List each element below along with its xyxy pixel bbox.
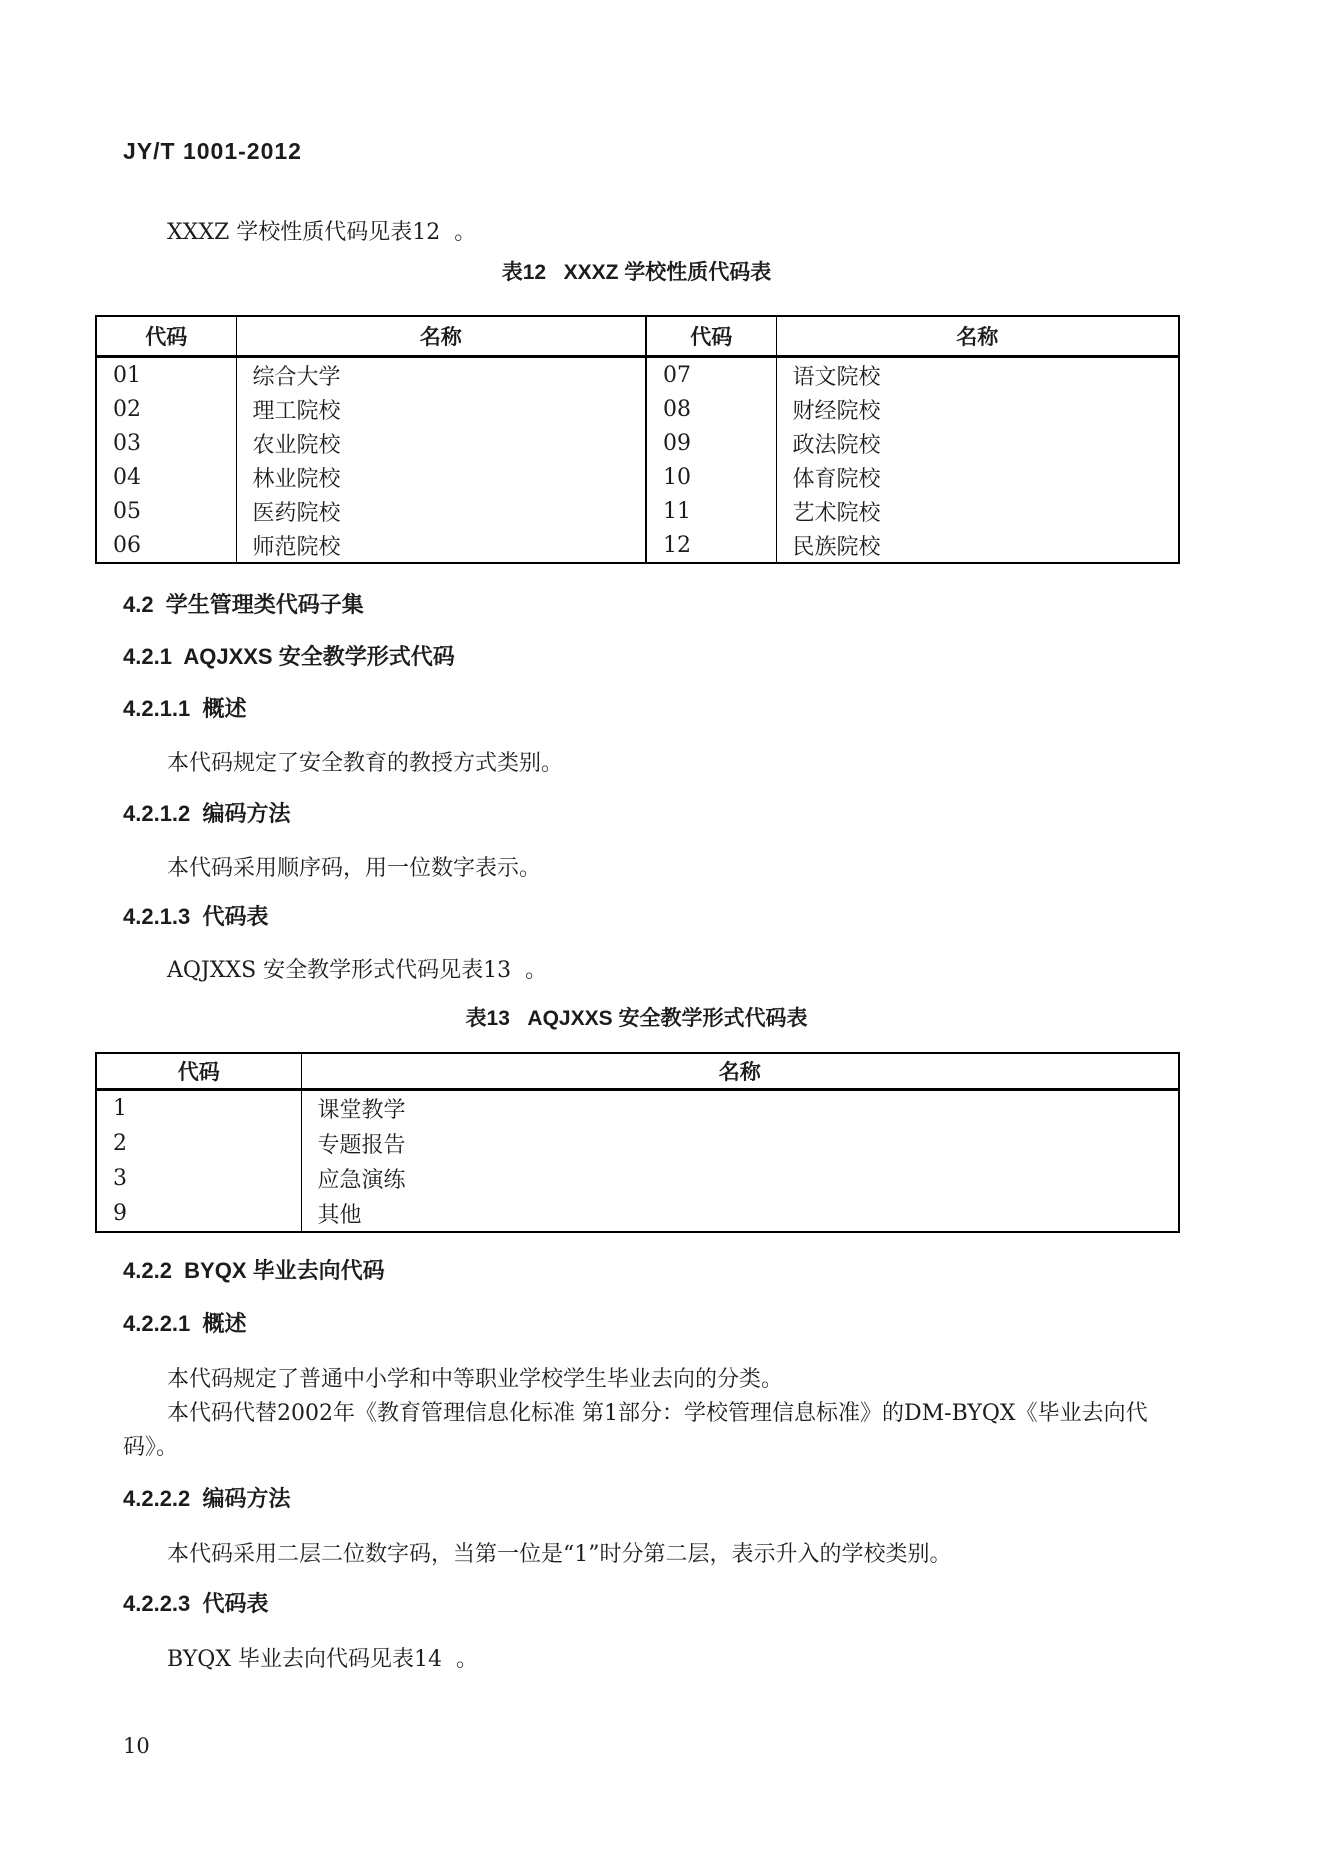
- table-cell: 专题报告: [301, 1126, 1179, 1161]
- column-header-name: 名称: [776, 316, 1179, 357]
- table-cell: 2: [113, 1131, 127, 1156]
- table12-caption: 表12 XXXZ 学校性质代码表: [501, 261, 772, 284]
- table-cell: 财经院校: [776, 392, 1179, 426]
- table-cell: 民族院校: [776, 528, 1179, 563]
- section-heading-4-2-1: 4.2.1 AQJXXS 安全教学形式代码: [123, 644, 455, 669]
- table-cell: 师范院校: [236, 528, 646, 563]
- section-heading-4-2-2-1: 4.2.2.1 概述: [123, 1311, 247, 1336]
- table-cell: 理工院校: [236, 392, 646, 426]
- table13-caption: 表13 AQJXXS 安全教学形式代码表: [465, 1007, 808, 1030]
- column-header-name: 名称: [301, 1053, 1179, 1090]
- table-cell: 10: [646, 460, 776, 494]
- table-row: [96, 1196, 1179, 1232]
- table-row: [96, 1161, 1179, 1196]
- table-row: [96, 426, 1179, 460]
- table-cell: 05: [113, 498, 141, 524]
- table-cell: 艺术院校: [776, 494, 1179, 528]
- table13-safety-teaching-form-codes: [95, 1052, 1180, 1233]
- section-body-4-2-1-3: AQJXXS 安全教学形式代码见表13 。: [167, 958, 548, 983]
- table-row: [96, 392, 1179, 426]
- table-cell: 体育院校: [776, 460, 1179, 494]
- section-body-4-2-2-1-line1: 本代码规定了普通中小学和中等职业学校学生毕业去向的分类。: [167, 1367, 784, 1392]
- column-header-name: 名称: [236, 316, 646, 357]
- table-cell: 04: [113, 464, 141, 490]
- table-cell: 3: [113, 1166, 127, 1191]
- table-row: [96, 460, 1179, 494]
- section-heading-4-2-1-3: 4.2.1.3 代码表: [123, 904, 269, 929]
- table-cell: 综合大学: [236, 357, 646, 393]
- section-body-4-2-2-1-line2: 本代码代替2002年《教育管理信息化标准 第1部分：学校管理信息标准》的DM-BYQX《毕业去向代码》。: [123, 1401, 1148, 1460]
- section-body-4-2-2-2: 本代码采用二层二位数字码，当第一位是“1”时分第二层，表示升入的学校类别。: [167, 1542, 952, 1567]
- table-cell: 08: [646, 392, 776, 426]
- table-row: [96, 528, 1179, 563]
- table-cell: 07: [646, 357, 776, 393]
- section-heading-4-2-1-2: 4.2.1.2 编码方法: [123, 801, 291, 826]
- table-row: [96, 357, 1179, 393]
- section-heading-4-2-2: 4.2.2 BYQX 毕业去向代码: [123, 1258, 385, 1283]
- table-cell: 医药院校: [236, 494, 646, 528]
- table-cell: 其他: [301, 1196, 1179, 1232]
- table-cell: 01: [113, 362, 141, 388]
- table13-header-row: [96, 1053, 1179, 1090]
- section-body-4-2-2-3: BYQX 毕业去向代码见表14 。: [167, 1647, 478, 1672]
- table-row: [96, 494, 1179, 528]
- table-cell: 语文院校: [776, 357, 1179, 393]
- table-cell: 02: [113, 396, 141, 422]
- table12-header-row: [96, 316, 1179, 357]
- table-cell: 农业院校: [236, 426, 646, 460]
- table-cell: 9: [113, 1201, 127, 1226]
- table-row: [96, 1090, 1179, 1127]
- table-cell: 11: [646, 494, 776, 528]
- column-header-code: 代码: [96, 316, 236, 357]
- table-cell: 12: [646, 528, 776, 563]
- intro-paragraph: XXXZ 学校性质代码见表12 。: [167, 220, 477, 245]
- section-body-4-2-1-2: 本代码采用顺序码，用一位数字表示。: [167, 856, 542, 881]
- table-cell: 政法院校: [776, 426, 1179, 460]
- table-cell: 课堂教学: [301, 1090, 1179, 1127]
- table-cell: 林业院校: [236, 460, 646, 494]
- section-heading-4-2-2-2: 4.2.2.2 编码方法: [123, 1486, 291, 1511]
- column-header-code: 代码: [646, 316, 776, 357]
- document-code-header: JY/T 1001-2012: [123, 138, 302, 164]
- table-cell: 应急演练: [301, 1161, 1179, 1196]
- page-number: 10: [123, 1734, 150, 1758]
- section-heading-4-2-2-3: 4.2.2.3 代码表: [123, 1591, 269, 1616]
- table-cell: 06: [113, 532, 141, 558]
- section-heading-4-2-1-1: 4.2.1.1 概述: [123, 696, 247, 721]
- table-cell: 09: [646, 426, 776, 460]
- column-header-code: 代码: [96, 1053, 301, 1090]
- table-row: [96, 1126, 1179, 1161]
- section-body-4-2-1-1: 本代码规定了安全教育的教授方式类别。: [167, 751, 564, 776]
- section-heading-4-2: 4.2 学生管理类代码子集: [123, 592, 364, 617]
- table12-school-nature-codes: [95, 315, 1180, 564]
- table-cell: 03: [113, 430, 141, 456]
- table-cell: 1: [113, 1096, 127, 1121]
